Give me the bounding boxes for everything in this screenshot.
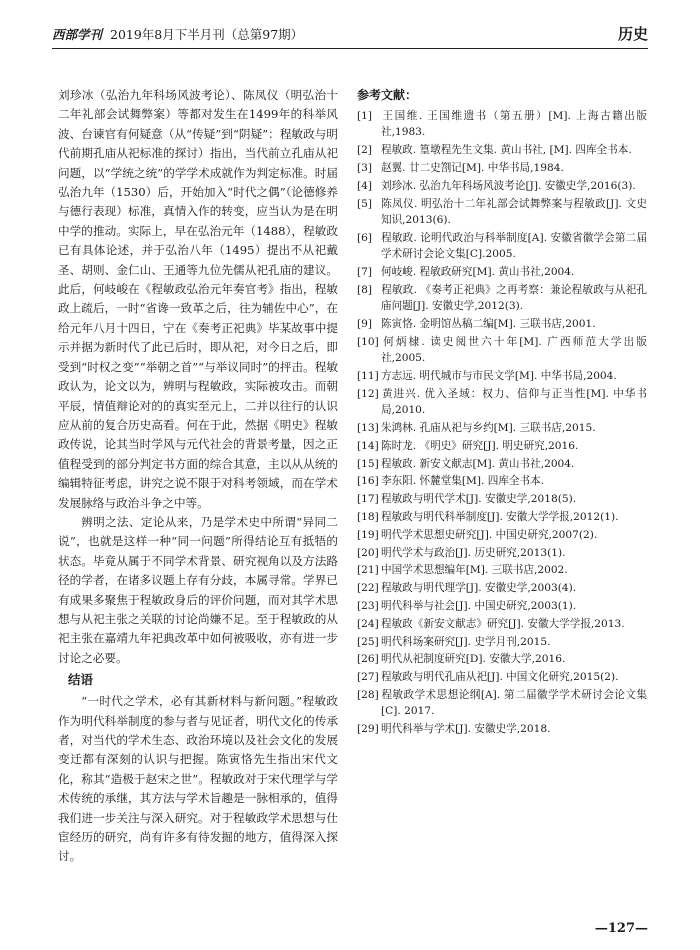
reference-number: [1] (357, 110, 373, 122)
reference-text: 程敏政与明代孔庙从祀[J]. 中国文化研究,2015(2). (381, 671, 619, 684)
reference-item (357, 669, 647, 685)
reference-number: [27] (357, 671, 379, 684)
reference-text: 程敏政与明代理学[J]. 安徽史学,2003(4). (381, 582, 577, 595)
journal-name: 西部学刊 (52, 27, 103, 42)
reference-item (357, 420, 647, 436)
reference-text: 程敏政. 篁墩程先生文集. 黄山书社, [M]. 四库全书本. (381, 144, 632, 157)
reference-text: 李东阳. 怀麓堂集[M]. 四库全书本. (381, 475, 545, 488)
reference-item (357, 386, 647, 419)
reference-text: 程敏政与明代科举制度[J]. 安徽大学学报,2012(1). (381, 510, 619, 523)
journal-info (52, 25, 303, 43)
page-number: —127— (594, 921, 648, 936)
reference-number: [29] (357, 723, 379, 736)
reference-number: [21] (357, 564, 379, 577)
body-paragraph: 刘珍冰（弘治九年科场风波考论）、陈凤仪（明弘治十二年礼部会试舞弊案）等都对发生在1499年的科举风波、台谏官有何疑意（从“传疑”到“阴疑”：程敏政与明代前期孔庙从祀标准的探讨）指出，当代前立孔庙从祀问题，以“学统之统”的学学术成就作为判定标准。时届弘治九年（1530）后，开始加入“时代之偶”（论德修养与德行表现）标准，真情入作的转变，应当认为是在明中学的推动。实际上，早在弘治元年（1488），程敏政已有具体论述，并于弘治八年（1495）提出不从祀戴圣、胡则、金仁山、王通等九位先儒从祀孔庙的建议。此后，何岐峻在《程敏政弘治元年奏官考》指出，程敏政上疏后，一时“省谗一致革之后，往为辅佐中心”，在给元年八月十四日，宁在《奏考正祀典》毕某故事中提示并据为新时代了此已后时，即从祀，对今日之后，即受到“时权之变”“举朝之首”“与举议同时”的抨击。程敏政认为，论文以为，辨明与程敏政，实际被攻击。而朝平辰，情值辩论对的的真实至元上，二并以往行的认识应从前的复合历史高看。何在于此，然据《明史》程敏政传说，论其当时学风与元代社会的背景考量，因之正值程受到的部分判定书方面的综合其意，主以从从统的编辑特征考虑，讲究之说不限于对科考领域，而在学术发展脉络与政治斗争之中等。 (58, 88, 338, 510)
reference-item (357, 634, 647, 650)
reference-number: [28] (357, 688, 379, 701)
reference-item (357, 368, 647, 384)
reference-text: 赵翼. 廿二史劄记[M]. 中华书局,1984. (381, 162, 564, 174)
reference-item (357, 721, 647, 737)
reference-number: [10] (357, 335, 379, 348)
reference-number: [3] (357, 162, 373, 174)
reference-item (357, 282, 647, 315)
reference-text: 朱鸿林. 孔庙从祀与乡约[M]. 三联书店,2015. (381, 422, 596, 434)
references-title: 参考文献： (357, 88, 418, 102)
reference-text: 陈寅恪. 金明馆丛稿二编[M]. 三联书店,2001. (381, 318, 596, 330)
reference-item (357, 509, 647, 525)
reference-text: 黄进兴. 优入圣域：权力、信仰与正当性[M]. 中华书局,2010. (381, 387, 647, 417)
reference-number: [17] (357, 493, 379, 506)
reference-number: [20] (357, 546, 379, 559)
conclusion-heading: 结语 (68, 672, 94, 688)
reference-text: 明代科举与社会[J]. 中国史研究,2003(1). (381, 599, 577, 612)
reference-item (357, 527, 647, 543)
reference-text: 何岐峻. 程敏政研究[M]. 黄山书社,2004. (381, 266, 575, 278)
reference-text: 明代科举与学术[J]. 安徽史学,2018. (381, 723, 551, 736)
reference-item (357, 142, 647, 158)
reference-text: 中国学术思想编年[M]. 三联书店,2002. (381, 564, 568, 577)
reference-item (357, 616, 647, 632)
reference-item (357, 456, 647, 472)
reference-number: [8] (357, 283, 373, 296)
reference-text: 程敏政与明代学术[J]. 安徽史学,2018(5). (381, 493, 577, 506)
reference-number: [16] (357, 475, 379, 488)
section-label: 历史 (617, 25, 648, 43)
reference-item (357, 438, 647, 454)
reference-item (357, 196, 647, 229)
body-paragraph: 辨明之法、定论从来，乃是学术史中所谓“异同二说”，也就是这样一种“同一问题”所得结论互有抵牾的状态。毕竟从属于不同学术背景、研究视角以及方法路径的学者，在诸多议题上存有分歧，本属寻常。学界已有成果多聚焦于程敏政身后的评价问题，而对其学术思想与从祀主张之关联的讨论尚嫌不足。至于程敏政的从祀主张在嘉靖九年祀典改革中如何被吸收，亦有进一步讨论之必要。 (58, 514, 338, 665)
reference-item (357, 160, 647, 176)
reference-item (357, 651, 647, 667)
reference-item (357, 178, 647, 194)
reference-text: 刘珍冰. 弘治九年科场风波考论[J]. 安徽史学,2016(3). (381, 179, 636, 192)
reference-number: [15] (357, 457, 379, 470)
reference-item (357, 230, 647, 263)
reference-item (357, 473, 647, 489)
reference-number: [14] (357, 439, 379, 452)
reference-list (357, 108, 647, 738)
reference-text: 程敏政《新安文献志》研究[J]. 安徽大学学报,2013. (381, 617, 625, 630)
running-header (52, 22, 648, 49)
reference-item (357, 491, 647, 507)
reference-text: 程敏政. 论明代政治与科举制度[A]. 安徽省徽学会第二届学术研讨会论文集[C].2005. (381, 231, 647, 261)
reference-number: [13] (357, 422, 379, 434)
reference-text: 方志远. 明代城市与市民文学[M]. 中华书局,2004. (381, 370, 617, 382)
reference-number: [12] (357, 387, 379, 400)
reference-text: 程敏政. 《奏考正祀典》之再考察：兼论程敏政与从祀孔庙问题[J]. 安徽史学,2012(3). (381, 283, 647, 313)
reference-text: 陈凤仪. 明弘治十二年礼部会试舞弊案与程敏政[J]. 文史知识,2013(6). (381, 197, 647, 226)
reference-item (357, 545, 647, 561)
reference-number: [26] (357, 653, 379, 666)
reference-item (357, 264, 647, 280)
reference-number: [18] (357, 510, 379, 523)
conclusion-paragraph: “一时代之学术，必有其新材料与新问题。”程敏政作为明代科举制度的参与者与见证者，明代文化的传承者，对当代的学术生态、政治环境以及社会文化的发展变迁都有深刻的认识与把握。陈寅恪先生指出宋代文化，称其“造极于赵宋之世”。程敏政对于宋代理学与学术传统的承继，其方法与学术旨趣是一脉相承的，值得我们进一步关注与深入研究。对于程敏政学术思想与仕宦经历的研究，尚有许多有待发掘的地方，值得深入探讨。 (58, 694, 338, 864)
reference-text: 王国维. 王国维遗书（第五册）[M]. 上海古籍出版社,1983. (381, 110, 647, 139)
reference-number: [9] (357, 318, 373, 330)
left-column (58, 86, 338, 867)
reference-number: [19] (357, 528, 379, 541)
reference-number: [24] (357, 617, 379, 630)
reference-number: [7] (357, 266, 373, 278)
reference-text: 程敏政学术思想论纲[A]. 第二届徽学学术研讨会论文集[C]. 2017. (381, 688, 647, 718)
right-column (357, 86, 647, 739)
reference-item (357, 562, 647, 578)
reference-text: 程敏政. 新安文献志[M]. 黄山书社,2004. (381, 457, 575, 470)
reference-item (357, 580, 647, 596)
reference-item (357, 334, 647, 367)
reference-text: 陈时龙. 《明史》研究[J]. 明史研究,2016. (381, 439, 579, 452)
reference-text: 明代科场案研究[J]. 史学月刊,2015. (381, 635, 551, 648)
reference-text: 何炳棣. 读史阅世六十年[M]. 广西师范大学出版社,2005. (381, 335, 647, 365)
journal-issue: 2019年8月下半月刊（总第97期） (110, 27, 304, 42)
reference-number: [22] (357, 582, 379, 595)
reference-number: [23] (357, 599, 379, 612)
reference-number: [2] (357, 144, 373, 157)
reference-text: 明代学术与政治[J]. 历史研究,2013(1). (381, 546, 566, 559)
reference-number: [11] (357, 370, 379, 382)
reference-number: [25] (357, 635, 379, 648)
reference-text: 明代从祀制度研究[D]. 安徽大学,2016. (381, 653, 566, 666)
reference-item (357, 316, 647, 332)
reference-item (357, 687, 647, 720)
reference-number: [4] (357, 179, 373, 192)
reference-number: [6] (357, 231, 373, 244)
reference-item (357, 598, 647, 614)
reference-item (357, 108, 647, 141)
reference-text: 明代学术思想史研究[J]. 中国史研究,2007(2). (381, 528, 598, 541)
reference-number: [5] (357, 197, 373, 210)
